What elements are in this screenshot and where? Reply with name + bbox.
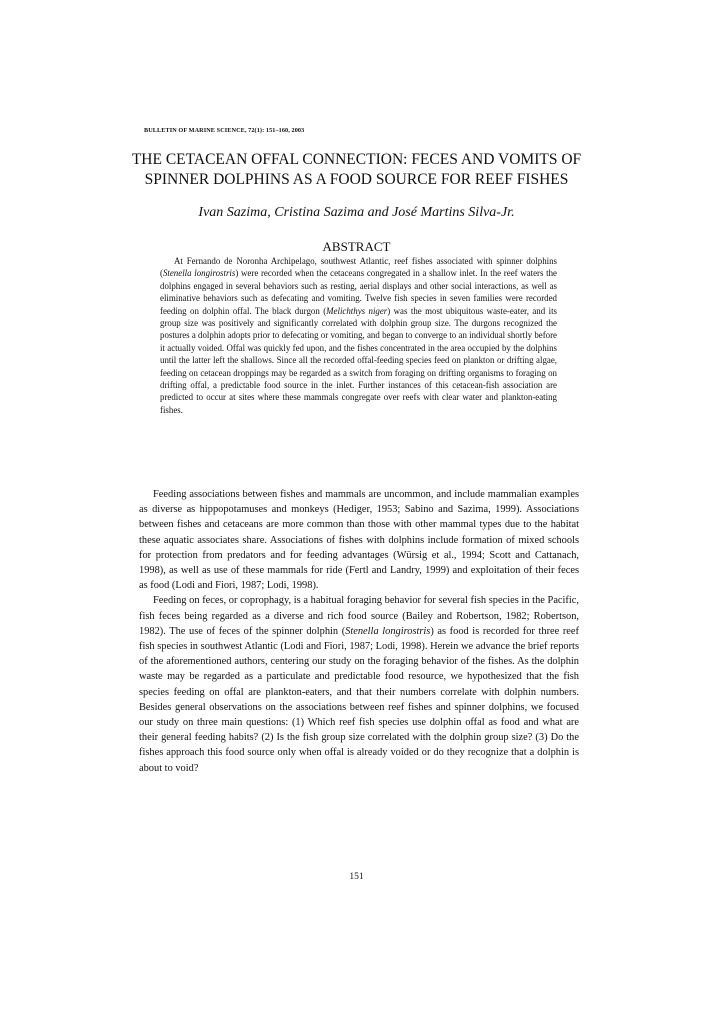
body-paragraph-2 [139, 593, 579, 775]
abstract-text-part: ) was the most ubiquitous waste-eater, and its group size was positively and significantly correlated with dolphin group size. The durgons recognized the postures a dolphin adopts prior to defecating or vomiting, and began to converge to an individual shortly before it actually voided. Offal was quickly fed upon, and the fishes concentrated in the area occupied by the dolphins until the latter left the shallows. Since all the recorded offal-feeding species feed on plankton or drifting algae, feeding on cetacean droppings may be regarded as a switch from foraging on drifting organisms to foraging on drifting offal, a predictable food source in the inlet. Further instances of this cetacean-fish association are predicted to occur at sites where these mammals congregate over reefs with clear water and plankton-eating fishes. [160, 305, 557, 415]
abstract-text [160, 255, 557, 416]
body-paragraph-1: Feeding associations between fishes and mammals are uncommon, and include mammalian examples as diverse as hippopotamuses and monkeys (Hediger, 1953; Sabino and Sazima, 1999). Associations between fishes and cetaceans are more common than those with other mammal types due to the habitat these aquatic associates share. Associations of fishes with dolphins include formation of mixed schools for protection from predators and for feeding advantages (Würsig et al., 1994; Scott and Cattanach, 1998), as well as use of these mammals for ride (Fertl and Landry, 1999) and exploitation of their feces as food (Lodi and Fiori, 1987; Lodi, 1998). [139, 489, 579, 592]
abstract-text-part: At Fernando de Noronha Archipelago, southwest Atlantic, reef fishes associated with spinner dolphins ( [160, 256, 557, 279]
abstract-heading: ABSTRACT [322, 239, 391, 254]
paragraph-text-part: ) as food is recorded for three reef fish species in southwest Atlantic (Lodi and Fiori, 1987; Lodi, 1998). Herein we advance the brief reports of the aforementioned authors, centering our study on the foraging behavior of the fishes. As the dolphin waste may be regarded as a particulate and predictable food resource, we hypothesized that the fish species feeding on offal are plankton-eaters, and that their numbers correlate with dolphin numbers. Besides general observations on the associations between reef fishes and spinner dolphins, we focused our study on three main questions: (1) Which reef fish species use dolphin offal as food and what are their general feeding habits? (2) Is the fish group size correlated with the dolphin group size? (3) Do the fishes approach this food source only when offal is already voided or do they recognize that a dolphin is about to void? [139, 625, 579, 774]
author-list: Ivan Sazima, Cristina Sazima and José Martins Silva-Jr. [198, 205, 515, 220]
title-line-2: SPINNER DOLPHINS AS A FOOD SOURCE FOR REEF FISHES [144, 171, 569, 188]
species-name: Stenella longirostris [345, 625, 431, 637]
paragraph-text-part: Feeding on feces, or coprophagy, is a habitual foraging behavior for several fish species in the Pacific, fish feces being regarded as a diverse and rich food source (Bailey and Robertson, 1982; Robertson, 1982). The use of feces of the spinner dolphin ( [139, 595, 579, 637]
body-text [139, 487, 579, 776]
species-name: Melichthys niger [326, 305, 388, 316]
journal-citation: BULLETIN OF MARINE SCIENCE, 72(1): 151–160, 2003 [144, 127, 305, 134]
abstract-text-part: ) were recorded when the cetaceans congregated in a shallow inlet. In the reef waters the dolphins engaged in several behaviors such as resting, aerial displays and other social interactions, as well as eliminative behaviors such as defecating and vomiting. Twelve fish species in seven families were recorded feeding on dolphin offal. The black durgon ( [160, 268, 557, 316]
title-line-1: THE CETACEAN OFFAL CONNECTION: FECES AND VOMITS OF [131, 151, 582, 168]
page-number: 151 [349, 872, 364, 882]
species-name: Stenella longirostris [162, 268, 236, 279]
article-title [100, 150, 613, 190]
